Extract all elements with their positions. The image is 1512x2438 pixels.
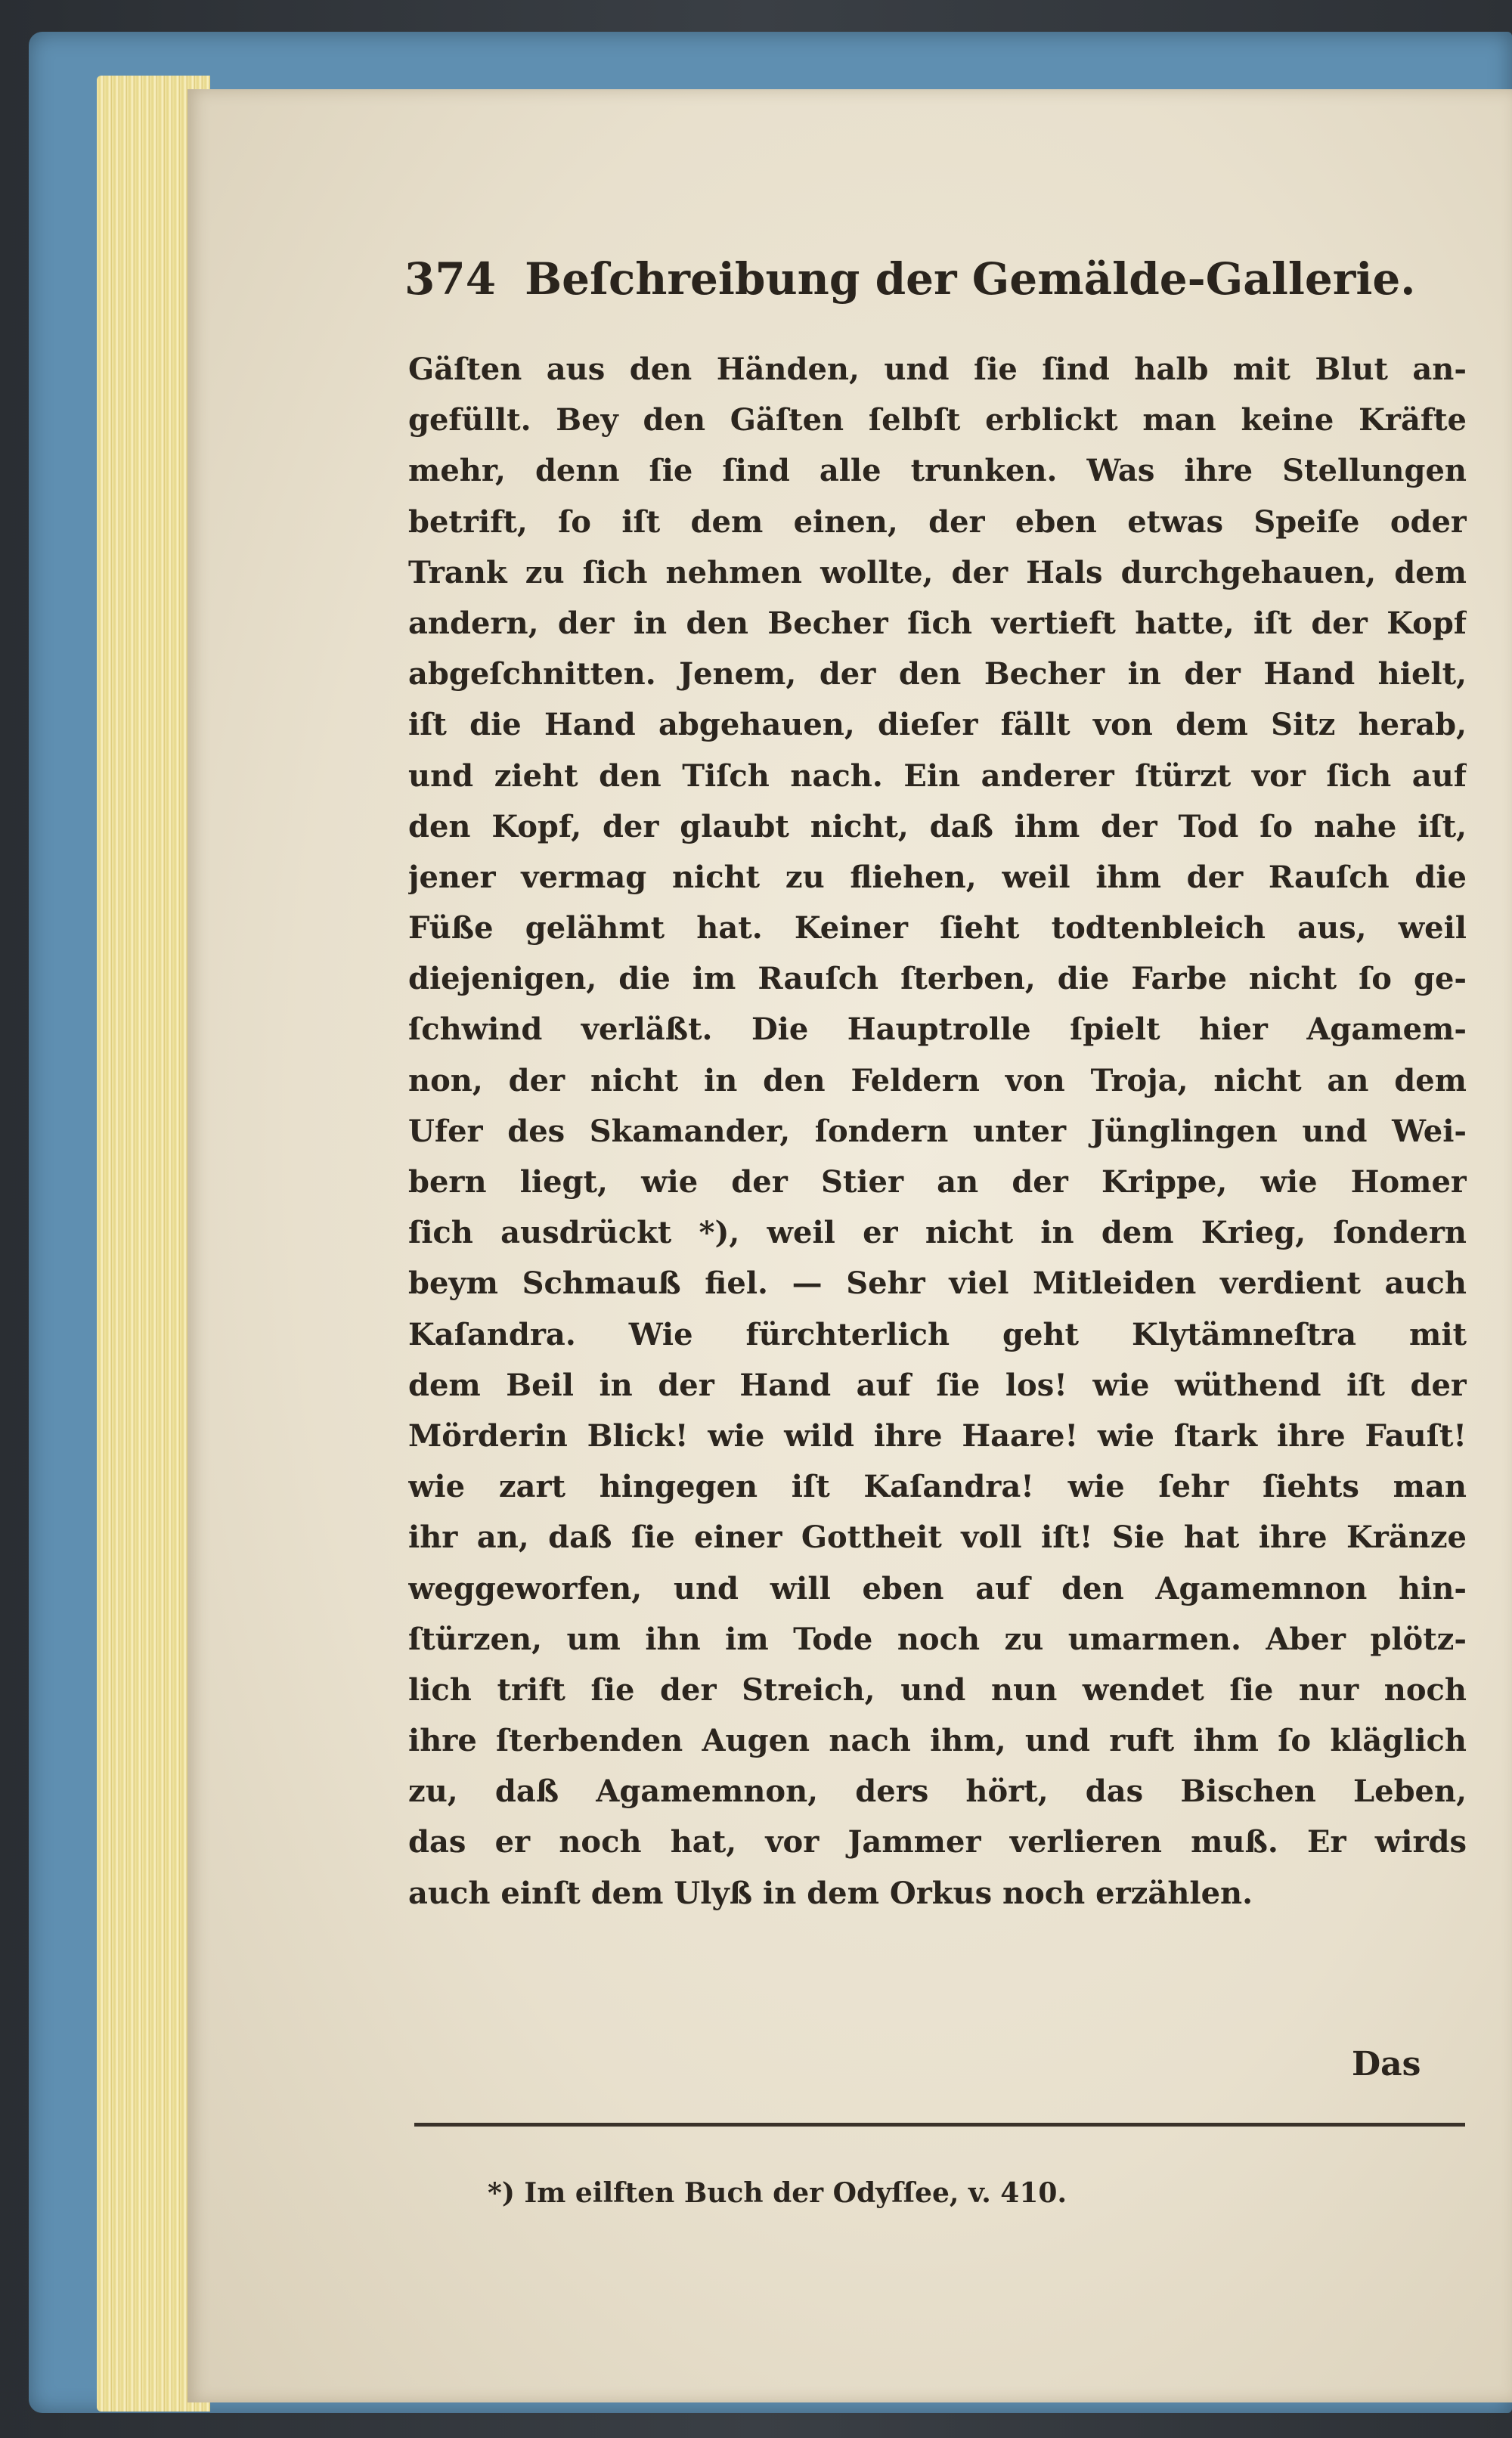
text-line: ihre ſterbenden Augen nach ihm, und ruft ihm ſo kläglich [408,1723,1467,1759]
text-line: andern, der in den Becher ſich vertieft hatte, iſt der Kopf [408,605,1467,641]
text-line: zu, daß Agamemnon, ders hört, das Bischen Leben, [408,1774,1467,1810]
text-line: ihr an, daß ſie einer Gottheit voll iſt! Sie hat ihre Kränze [408,1519,1467,1556]
text-line: ſtürzen, um ihn im Tode noch zu umarmen. Aber plötz- [408,1621,1467,1657]
text-line: iſt die Hand abgehauen, dieſer fällt von dem Sitz herab, [408,707,1467,743]
text-line: Mörderin Blick! wie wild ihre Haare! wie ſtark ihre Fauſt! [408,1417,1467,1454]
footnote: *) Im eilften Buch der Odyſſee, v. 410. [488,2177,1067,2209]
text-line: mehr, denn ſie ſind alle trunken. Was ihre Stellungen [408,453,1467,489]
text-line: lich trift ſie der Streich, und nun wendet ſie nur noch [408,1671,1467,1708]
text-line: non, der nicht in den Feldern von Troja, nicht an dem [408,1062,1467,1098]
running-head-title: Beſchreibung der Gemälde-Gallerie. [525,253,1416,305]
text-line: auch einſt dem Ulyß in dem Orkus noch erzählen. [408,1875,1253,1911]
text-line: Gäſten aus den Händen, und ſie ſind halb mit Blut an- [408,352,1467,387]
running-head [404,253,1463,321]
text-line: beym Schmauß fiel. — Sehr viel Mitleiden verdient auch [408,1265,1467,1302]
footnote-rule [414,2123,1465,2127]
text-line: jener vermag nicht zu fliehen, weil ihm der Rauſch die [408,859,1467,895]
text-line: ſchwind verläßt. Die Hauptrolle ſpielt hier Agamem- [408,1011,1467,1048]
text-line: Füße gelähmt hat. Keiner ſieht todtenbleich aus, weil [408,910,1467,946]
body-text [408,344,1467,1919]
text-line: und zieht den Tiſch nach. Ein anderer ſtürzt vor ſich auf [408,757,1467,794]
text-line: bern liegt, wie der Stier an der Krippe, wie Homer [408,1164,1467,1200]
text-line: das er noch hat, vor Jammer verlieren muß. Er wirds [408,1824,1467,1860]
text-line: gefüllt. Bey den Gäſten ſelbſt erblickt man keine Kräfte [408,402,1467,438]
text-line: wie zart hingegen iſt Kaſandra! wie ſehr ſiehts man [408,1469,1467,1505]
text-line: ſich ausdrückt *), weil er nicht in dem Krieg, ſondern [408,1215,1467,1251]
catchword: Das [1352,2045,1421,2083]
text-line: den Kopf, der glaubt nicht, daß ihm der Tod ſo nahe iſt, [408,808,1467,844]
text-line: diejenigen, die im Rauſch ſterben, die Farbe nicht ſo ge- [408,961,1467,997]
text-line: weggeworfen, und will eben auf den Agamemnon hin- [408,1570,1467,1606]
text-line: abgeſchnitten. Jenem, der den Becher in der Hand hielt, [408,656,1467,692]
text-line: Trank zu ſich nehmen wollte, der Hals durchgehauen, dem [408,554,1467,590]
text-line: dem Beil in der Hand auf ſie los! wie wüthend iſt der [408,1367,1467,1403]
text-line: Kaſandra. Wie fürchterlich geht Klytämneſtra mit [408,1316,1467,1352]
text-line: betrift, ſo iſt dem einen, der eben etwas Speiſe oder [408,503,1467,540]
page-number: 374 [404,253,497,305]
text-line: Ufer des Skamander, ſondern unter Jünglingen und Wei- [408,1113,1467,1149]
